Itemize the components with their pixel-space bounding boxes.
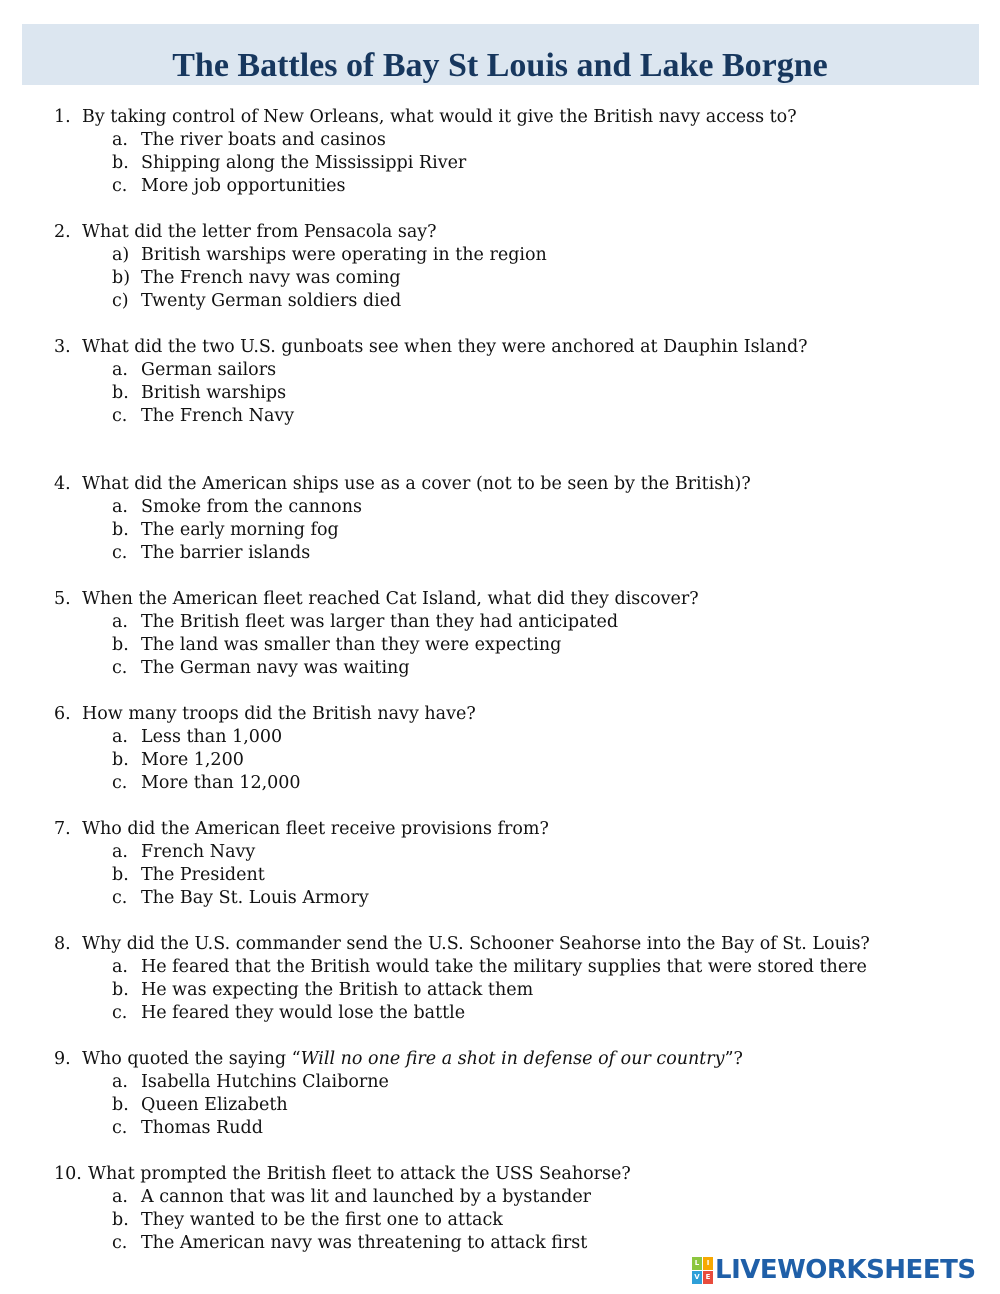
answer-options — [88, 1186, 1000, 1255]
question-text: Why did the U.S. commander send the U.S. Schooner Seahorse into the Bay of St. Louis? — [82, 934, 870, 954]
option-letter: b) — [112, 268, 131, 288]
option-letter: a. — [112, 842, 128, 862]
option-text: The Bay St. Louis Armory — [141, 888, 369, 908]
option-letter: a. — [112, 727, 128, 747]
question-text: What did the American ships use as a cover (not to be seen by the British)? — [82, 474, 751, 494]
answer-options — [82, 1071, 1000, 1140]
option-letter: b. — [112, 980, 129, 1000]
question-number: 4. — [54, 474, 71, 494]
option-letter: c. — [112, 1118, 128, 1138]
answer-option[interactable] — [0, 956, 1000, 979]
option-letter: b. — [112, 383, 129, 403]
answer-option[interactable] — [0, 841, 1000, 864]
option-text: The French Navy — [141, 406, 295, 426]
option-text: Smoke from the cannons — [141, 497, 362, 517]
option-text: Less than 1,000 — [141, 727, 283, 747]
logo-mark-tile: I — [703, 1257, 713, 1270]
option-text: The British fleet was larger than they had anticipated — [141, 612, 619, 632]
answer-options — [82, 129, 1000, 198]
question-6 — [0, 703, 1000, 795]
option-letter: a. — [112, 360, 128, 380]
answer-option[interactable] — [0, 496, 1000, 519]
option-letter: a. — [112, 957, 128, 977]
option-text: The land was smaller than they were expecting — [141, 635, 562, 655]
answer-option[interactable] — [0, 1094, 1000, 1117]
option-letter: b. — [112, 520, 129, 540]
question-number: 3. — [54, 337, 71, 357]
question-text: What did the two U.S. gunboats see when they were anchored at Dauphin Island? — [82, 337, 808, 357]
option-letter: a. — [112, 497, 128, 517]
answer-option[interactable] — [0, 1002, 1000, 1025]
quoted-saying: Will no one fire a shot in defense of our country — [300, 1049, 725, 1069]
logo-mark-tile: V — [692, 1271, 702, 1284]
answer-option[interactable] — [0, 749, 1000, 772]
question-list — [0, 106, 1000, 1255]
answer-option[interactable] — [0, 519, 1000, 542]
answer-options — [82, 841, 1000, 910]
answer-option[interactable] — [0, 542, 1000, 565]
answer-options — [82, 726, 1000, 795]
option-text: A cannon that was lit and launched by a bystander — [141, 1187, 592, 1207]
option-letter: c) — [112, 291, 129, 311]
answer-options — [82, 359, 1000, 428]
spacer — [0, 1025, 1000, 1048]
answer-option[interactable] — [0, 1232, 1000, 1255]
question-1 — [0, 106, 1000, 198]
option-letter: c. — [112, 888, 128, 908]
answer-options — [82, 496, 1000, 565]
option-letter: c. — [112, 773, 128, 793]
spacer — [0, 1140, 1000, 1163]
option-text: The river boats and casinos — [141, 130, 386, 150]
option-letter: a) — [112, 245, 130, 265]
answer-option[interactable] — [0, 979, 1000, 1002]
answer-options — [82, 244, 1000, 313]
option-letter: c. — [112, 1003, 128, 1023]
option-text: German sailors — [141, 360, 277, 380]
question-text: When the American fleet reached Cat Island, what did they discover? — [82, 589, 699, 609]
logo-mark-tile: E — [703, 1271, 713, 1284]
answer-option[interactable] — [0, 152, 1000, 175]
answer-option[interactable] — [0, 382, 1000, 405]
answer-option[interactable] — [0, 1186, 1000, 1209]
option-text: They wanted to be the first one to attack — [141, 1210, 503, 1230]
answer-option[interactable] — [0, 267, 1000, 290]
option-text: He feared that the British would take the military supplies that were stored there — [141, 957, 867, 977]
question-9 — [0, 1048, 1000, 1140]
question-text: How many troops did the British navy have? — [82, 704, 476, 724]
option-text: The German navy was waiting — [141, 658, 410, 678]
option-text: British warships were operating in the region — [141, 245, 547, 265]
option-text: Queen Elizabeth — [141, 1095, 288, 1115]
spacer — [0, 565, 1000, 588]
logo-mark-tile: L — [692, 1257, 702, 1270]
answer-option[interactable] — [0, 864, 1000, 887]
question-number: 10. — [54, 1164, 82, 1184]
option-letter: a. — [112, 1072, 128, 1092]
option-text: More than 12,000 — [141, 773, 301, 793]
option-letter: b. — [112, 153, 129, 173]
question-2 — [0, 221, 1000, 313]
answer-option[interactable] — [0, 405, 1000, 428]
answer-option[interactable] — [0, 1071, 1000, 1094]
option-letter: a. — [112, 130, 128, 150]
option-text: He was expecting the British to attack them — [141, 980, 534, 1000]
option-letter: c. — [112, 543, 128, 563]
question-text: What did the letter from Pensacola say? — [82, 222, 437, 242]
answer-options — [82, 956, 1000, 1025]
answer-option[interactable] — [0, 1209, 1000, 1232]
question-number: 8. — [54, 934, 71, 954]
question-text-part: ”? — [724, 1049, 743, 1069]
question-8 — [0, 933, 1000, 1025]
spacer — [0, 910, 1000, 933]
question-text-part: Who quoted the saying “ — [82, 1049, 301, 1069]
question-number: 7. — [54, 819, 71, 839]
answer-option[interactable] — [0, 129, 1000, 152]
option-text: The French navy was coming — [141, 268, 401, 288]
liveworksheets-logo — [692, 1256, 988, 1284]
question-3 — [0, 336, 1000, 428]
answer-option[interactable] — [0, 772, 1000, 795]
question-5 — [0, 588, 1000, 680]
spacer — [0, 428, 1000, 473]
question-number: 9. — [54, 1049, 71, 1069]
liveworksheets-logo-icon — [692, 1257, 712, 1283]
spacer — [0, 198, 1000, 221]
option-letter: b. — [112, 1210, 129, 1230]
question-text: Who did the American fleet receive provisions from? — [82, 819, 549, 839]
question-number: 1. — [54, 107, 71, 127]
option-letter: b. — [112, 750, 129, 770]
spacer — [0, 680, 1000, 703]
option-text: Thomas Rudd — [141, 1118, 263, 1138]
question-number: 2. — [54, 222, 71, 242]
logo-text: LIVEWORKSHEETS — [715, 1255, 976, 1285]
option-letter: c. — [112, 406, 128, 426]
option-text: The early morning fog — [141, 520, 339, 540]
option-text: The President — [141, 865, 265, 885]
option-text: Twenty German soldiers died — [141, 291, 402, 311]
option-text: British warships — [141, 383, 287, 403]
answer-option[interactable] — [0, 1117, 1000, 1140]
question-text: What prompted the British fleet to attack the USS Seahorse? — [88, 1164, 631, 1184]
answer-option[interactable] — [0, 726, 1000, 749]
answer-option[interactable] — [0, 634, 1000, 657]
option-text: Shipping along the Mississippi River — [141, 153, 467, 173]
page-title: The Battles of Bay St Louis and Lake Borgne — [172, 47, 828, 84]
question-7 — [0, 818, 1000, 910]
option-letter: b. — [112, 635, 129, 655]
answer-option[interactable] — [0, 887, 1000, 910]
option-letter: c. — [112, 658, 128, 678]
question-number: 6. — [54, 704, 71, 724]
option-text: Isabella Hutchins Claiborne — [141, 1072, 389, 1092]
spacer — [0, 313, 1000, 336]
question-10 — [0, 1163, 1000, 1255]
option-text: More job opportunities — [141, 176, 346, 196]
option-letter: a. — [112, 612, 128, 632]
question-text: By taking control of New Orleans, what would it give the British navy access to? — [82, 107, 797, 127]
answer-option[interactable] — [0, 244, 1000, 267]
option-letter: a. — [112, 1187, 128, 1207]
answer-options — [82, 611, 1000, 680]
option-letter: b. — [112, 1095, 129, 1115]
answer-option[interactable] — [0, 290, 1000, 313]
spacer — [0, 795, 1000, 818]
answer-option[interactable] — [0, 359, 1000, 382]
question-text — [82, 1048, 1000, 1071]
option-text: French Navy — [141, 842, 256, 862]
answer-option[interactable] — [0, 657, 1000, 680]
option-text: The American navy was threatening to attack first — [141, 1233, 588, 1253]
answer-option[interactable] — [0, 175, 1000, 198]
option-text: More 1,200 — [141, 750, 244, 770]
option-letter: b. — [112, 865, 129, 885]
option-letter: c. — [112, 1233, 128, 1253]
option-text: The barrier islands — [141, 543, 311, 563]
question-number: 5. — [54, 589, 71, 609]
answer-option[interactable] — [0, 611, 1000, 634]
option-text: He feared they would lose the battle — [141, 1003, 466, 1023]
option-letter: c. — [112, 176, 128, 196]
question-4 — [0, 473, 1000, 565]
